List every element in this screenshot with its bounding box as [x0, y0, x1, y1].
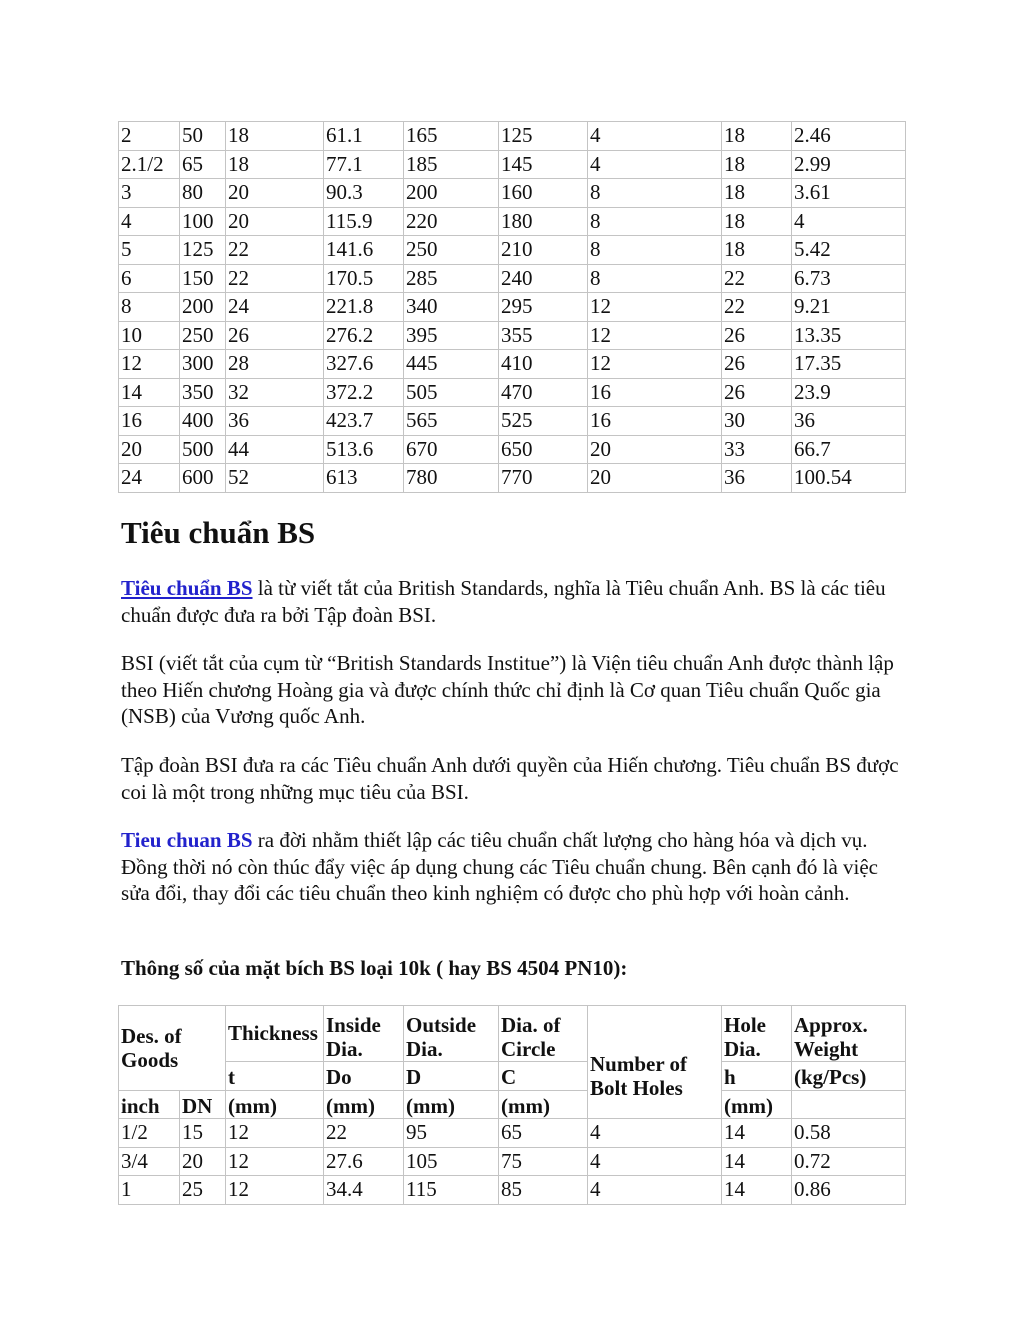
table-cell: 26 [722, 378, 792, 407]
table-cell: 141.6 [324, 236, 404, 265]
table-cell: 505 [404, 378, 499, 407]
table-cell: 565 [404, 407, 499, 436]
table-cell: 25 [180, 1176, 226, 1205]
table-cell: 85 [499, 1176, 588, 1205]
table-cell: 125 [499, 122, 588, 151]
header-hole-dia: Hole Dia. [722, 1006, 792, 1062]
table-cell: 16 [119, 407, 180, 436]
table-cell: 295 [499, 293, 588, 322]
table-cell: 4 [119, 207, 180, 236]
header-unit-mm: (mm) [404, 1090, 499, 1119]
table-cell: 27.6 [324, 1147, 404, 1176]
table-cell: 200 [180, 293, 226, 322]
table-cell: 13.35 [792, 321, 906, 350]
table-cell: 75 [499, 1147, 588, 1176]
table-cell: 20 [226, 179, 324, 208]
table-row [119, 122, 906, 151]
table-cell: 613 [324, 464, 404, 493]
table-cell: 3.61 [792, 179, 906, 208]
table-cell: 160 [499, 179, 588, 208]
paragraph-text: là từ viết tắt của British Standards, nghĩa là Tiêu chuẩn Anh. BS là các tiêu chuẩn được đưa ra bởi Tập đoàn BSI. [121, 576, 886, 627]
table-cell: 16 [588, 407, 722, 436]
paragraph-bsi-charter: Tập đoàn BSI đưa ra các Tiêu chuẩn Anh dưới quyền của Hiến chương. Tiêu chuẩn BS được coi là một trong những mục tiêu của BSI. [121, 753, 899, 804]
table-cell: 61.1 [324, 122, 404, 151]
table-cell: 4 [588, 1176, 722, 1205]
table-cell: 4 [588, 1147, 722, 1176]
table-cell: 24 [119, 464, 180, 493]
table-body [119, 122, 906, 493]
bs-keyword: Tieu chuan BS [121, 828, 253, 852]
table-cell: 185 [404, 150, 499, 179]
table-cell: 3 [119, 179, 180, 208]
table-cell: 66.7 [792, 435, 906, 464]
table-cell: 300 [180, 350, 226, 379]
table-cell: 423.7 [324, 407, 404, 436]
table-cell: 20 [180, 1147, 226, 1176]
table-cell: 8 [588, 179, 722, 208]
table-cell: 6 [119, 264, 180, 293]
table-row [119, 1147, 906, 1176]
table-cell: 36 [226, 407, 324, 436]
table-cell: 14 [722, 1147, 792, 1176]
header-d: D [404, 1062, 499, 1091]
table-cell: 12 [588, 321, 722, 350]
table-cell: 285 [404, 264, 499, 293]
table-row [119, 236, 906, 265]
table-cell: 12 [226, 1119, 324, 1148]
table-cell: 240 [499, 264, 588, 293]
table-cell: 8 [588, 236, 722, 265]
table-row [119, 207, 906, 236]
table-cell: 50 [180, 122, 226, 151]
paragraph-text: ra đời nhằm thiết lập các tiêu chuẩn chất lượng cho hàng hóa và dịch vụ. Đồng thời nó còn thúc đẩy việc áp dụng chung các Tiêu chuẩn chung. Bên cạnh đó là việc sửa đổi, thay đổi các tiêu chuẩn theo kinh nghiệm có được cho phù hợp với hoàn cảnh. [121, 828, 878, 905]
table-cell: 18 [226, 122, 324, 151]
header-inside-dia: Inside Dia. [324, 1006, 404, 1062]
header-thickness: Thickness [226, 1006, 324, 1062]
table-cell: 80 [180, 179, 226, 208]
table-cell: 500 [180, 435, 226, 464]
table-cell: 4 [588, 1119, 722, 1148]
paragraph-bsi-description: BSI (viết tắt của cụm từ “British Standards Institue”) là Viện tiêu chuẩn Anh được thành lập theo Hiến chương Hoàng gia và được chính thức chỉ định là Cơ quan Tiêu chuẩn Quốc gia (NSB) của Vương quốc Anh. [121, 651, 894, 728]
section-heading: Tiêu chuẩn BS [121, 515, 316, 550]
table-cell: 15 [180, 1119, 226, 1148]
table-cell: 250 [404, 236, 499, 265]
header-h: h [722, 1062, 792, 1091]
table-cell: 1/2 [119, 1119, 180, 1148]
table-cell: 12 [588, 293, 722, 322]
table-cell: 95 [404, 1119, 499, 1148]
table-cell: 9.21 [792, 293, 906, 322]
table-cell: 125 [180, 236, 226, 265]
table-cell: 12 [119, 350, 180, 379]
table-cell: 115.9 [324, 207, 404, 236]
table-cell: 22 [324, 1119, 404, 1148]
table-cell: 0.58 [792, 1119, 906, 1148]
table-row [119, 150, 906, 179]
table-cell: 6.73 [792, 264, 906, 293]
table-cell: 10 [119, 321, 180, 350]
table-cell: 513.6 [324, 435, 404, 464]
table-cell: 4 [588, 122, 722, 151]
table-cell: 4 [588, 150, 722, 179]
table-cell: 33 [722, 435, 792, 464]
table-cell: 525 [499, 407, 588, 436]
table-cell: 372.2 [324, 378, 404, 407]
table-cell: 22 [226, 264, 324, 293]
table-cell: 221.8 [324, 293, 404, 322]
table-body [119, 1119, 906, 1205]
table-cell: 24 [226, 293, 324, 322]
table-cell: 26 [722, 350, 792, 379]
table-cell: 1 [119, 1176, 180, 1205]
table-cell: 780 [404, 464, 499, 493]
table-cell: 22 [722, 264, 792, 293]
header-unit-mm: (mm) [324, 1090, 404, 1119]
header-unit-mm: (mm) [722, 1090, 792, 1119]
bs-10k-flange-table [118, 1005, 906, 1205]
table-cell: 44 [226, 435, 324, 464]
table-cell: 170.5 [324, 264, 404, 293]
header-unit-mm: (mm) [499, 1090, 588, 1119]
table-cell: 0.86 [792, 1176, 906, 1205]
table-row [119, 435, 906, 464]
table-cell: 670 [404, 435, 499, 464]
header-dn: DN [180, 1090, 226, 1119]
table-cell: 65 [180, 150, 226, 179]
table-cell: 105 [404, 1147, 499, 1176]
table-cell: 165 [404, 122, 499, 151]
table-row [119, 264, 906, 293]
table-cell: 17.35 [792, 350, 906, 379]
table-row [119, 293, 906, 322]
table-cell: 410 [499, 350, 588, 379]
table-cell: 180 [499, 207, 588, 236]
header-do: Do [324, 1062, 404, 1091]
table-cell: 20 [226, 207, 324, 236]
header-approx-weight: Approx. Weight [792, 1006, 906, 1062]
table-cell: 395 [404, 321, 499, 350]
table-cell: 350 [180, 378, 226, 407]
table-cell: 12 [588, 350, 722, 379]
header-dia-of-circle: Dia. of Circle [499, 1006, 588, 1062]
table-cell: 2.99 [792, 150, 906, 179]
table-row [119, 1119, 906, 1148]
table-cell: 4 [792, 207, 906, 236]
table-cell: 600 [180, 464, 226, 493]
table-cell: 470 [499, 378, 588, 407]
bs-standard-link[interactable]: Tiêu chuẩn BS [121, 576, 253, 600]
table-cell: 52 [226, 464, 324, 493]
table-row [119, 378, 906, 407]
table-cell: 28 [226, 350, 324, 379]
table-cell: 8 [588, 264, 722, 293]
paragraph-bs-definition [121, 575, 911, 628]
table-row [119, 464, 906, 493]
table-cell: 20 [588, 464, 722, 493]
table-cell: 18 [722, 122, 792, 151]
table-cell: 8 [588, 207, 722, 236]
table-cell: 18 [226, 150, 324, 179]
table-cell: 34.4 [324, 1176, 404, 1205]
table-cell: 115 [404, 1176, 499, 1205]
table-cell: 32 [226, 378, 324, 407]
header-kg-pcs: (kg/Pcs) [792, 1062, 906, 1091]
table-cell: 400 [180, 407, 226, 436]
table-row [119, 350, 906, 379]
table-cell: 18 [722, 207, 792, 236]
header-inch: inch [119, 1090, 180, 1119]
table-cell: 26 [226, 321, 324, 350]
header-outside-dia: Outside Dia. [404, 1006, 499, 1062]
paragraph-bs-purpose [121, 827, 911, 907]
table-row [119, 407, 906, 436]
header-number-of-bolt-holes: Number of Bolt Holes [588, 1006, 722, 1119]
table-cell: 100.54 [792, 464, 906, 493]
table-header [119, 1006, 906, 1119]
table-cell: 90.3 [324, 179, 404, 208]
table-cell: 14 [722, 1176, 792, 1205]
table-cell: 2.46 [792, 122, 906, 151]
table-cell: 18 [722, 179, 792, 208]
flange-spec-table-continued [118, 121, 906, 493]
table-cell: 12 [226, 1147, 324, 1176]
table-row [119, 321, 906, 350]
table-cell: 150 [180, 264, 226, 293]
table-cell: 5.42 [792, 236, 906, 265]
table-cell: 14 [119, 378, 180, 407]
table-cell: 327.6 [324, 350, 404, 379]
table-cell: 220 [404, 207, 499, 236]
table-row [119, 179, 906, 208]
table-cell: 770 [499, 464, 588, 493]
table-caption: Thông số của mặt bích BS loại 10k ( hay BS 4504 PN10): [121, 956, 628, 980]
table-cell: 276.2 [324, 321, 404, 350]
table-cell: 77.1 [324, 150, 404, 179]
table-cell: 200 [404, 179, 499, 208]
table-cell: 100 [180, 207, 226, 236]
table-cell: 65 [499, 1119, 588, 1148]
table-cell: 36 [722, 464, 792, 493]
table-cell: 16 [588, 378, 722, 407]
header-empty [792, 1090, 906, 1119]
table-cell: 26 [722, 321, 792, 350]
table-cell: 23.9 [792, 378, 906, 407]
table-cell: 250 [180, 321, 226, 350]
table-cell: 36 [792, 407, 906, 436]
table-cell: 210 [499, 236, 588, 265]
table-cell: 18 [722, 150, 792, 179]
table-cell: 3/4 [119, 1147, 180, 1176]
table-cell: 0.72 [792, 1147, 906, 1176]
table-cell: 22 [722, 293, 792, 322]
table-cell: 14 [722, 1119, 792, 1148]
table-cell: 650 [499, 435, 588, 464]
table-cell: 145 [499, 150, 588, 179]
table-row [119, 1176, 906, 1205]
table-cell: 340 [404, 293, 499, 322]
table-cell: 12 [226, 1176, 324, 1205]
table-cell: 22 [226, 236, 324, 265]
header-t: t [226, 1062, 324, 1091]
table-cell: 20 [119, 435, 180, 464]
table-cell: 30 [722, 407, 792, 436]
table-cell: 355 [499, 321, 588, 350]
header-des-of-goods: Des. of Goods [119, 1006, 226, 1091]
table-cell: 2 [119, 122, 180, 151]
header-unit-mm: (mm) [226, 1090, 324, 1119]
table-cell: 2.1/2 [119, 150, 180, 179]
table-cell: 18 [722, 236, 792, 265]
header-c: C [499, 1062, 588, 1091]
table-cell: 5 [119, 236, 180, 265]
table-cell: 445 [404, 350, 499, 379]
table-cell: 20 [588, 435, 722, 464]
table-cell: 8 [119, 293, 180, 322]
